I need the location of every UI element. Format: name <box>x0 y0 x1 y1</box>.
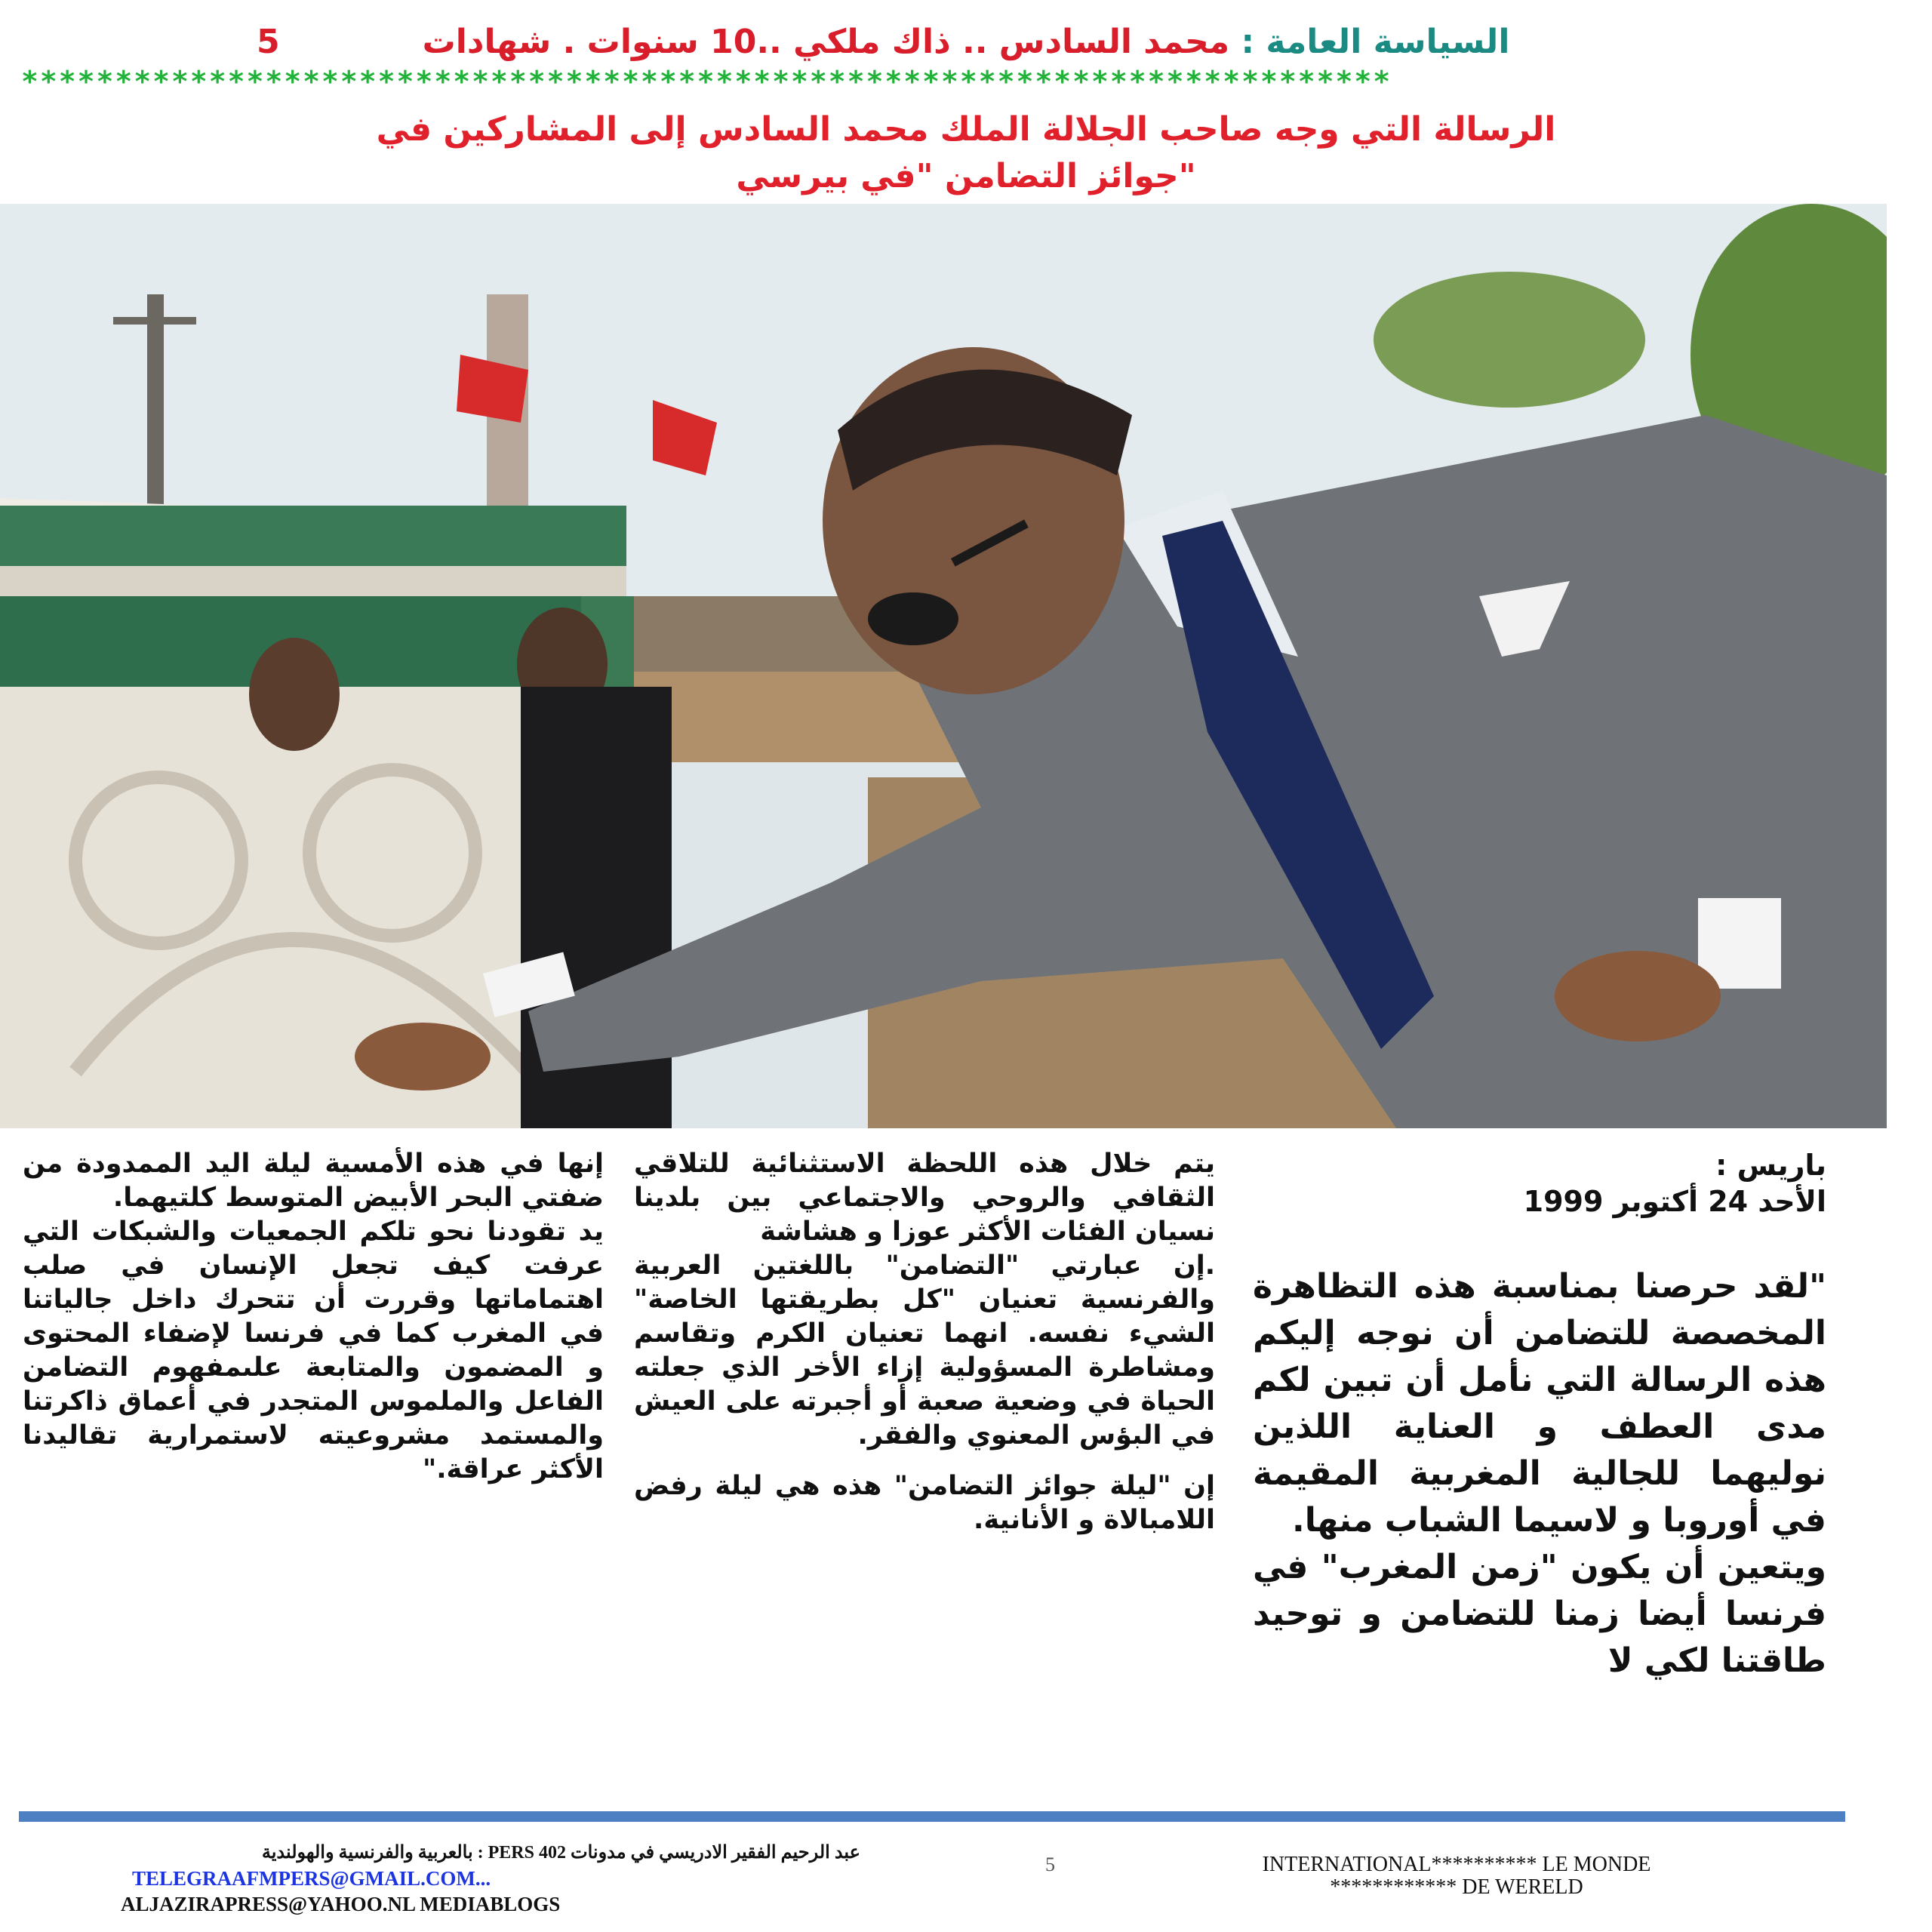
footer-email-mediablogs[interactable]: ALJAZIRAPRESS@YAHOO.NL MEDIABLOGS <box>121 1893 561 1915</box>
footer-page-number: 5 <box>1045 1854 1055 1875</box>
footer-international <box>1155 1854 1758 1899</box>
article-column-right <box>1253 1147 1826 1684</box>
dateline-place: باريس : <box>1715 1149 1826 1182</box>
headline-line-2: "جوائز التضامن "في بيرسي <box>736 157 1196 195</box>
footer-author: عبد الرحيم الفقير الادريسي في مدونات PERS 402 : بالعربية والفرنسية والهولندية <box>261 1843 860 1863</box>
section-subtitle: محمد السادس .. ذاك ملكي ..10 سنوات . شهادات <box>422 23 1230 61</box>
footer-rule <box>19 1811 1845 1822</box>
article-column-middle <box>634 1147 1215 1537</box>
body-paragraph: يد تقودنا نحو تلكم الجمعيات والشبكات التي عرفت كيف تجعل الإنسان في صلب اهتماماتها وقررت أن تتحرك داخل جالياتنا في المغرب كما في فرنسا لإضفاء المحتوى و المضمون والمتابعة علىمفهوم التضامن الفاعل والملموس المتجدر في أعماق ذاكرتنا والمستمد مشروعيته لاستمرارية تقاليدنا الأكثر عراقة." <box>23 1217 604 1484</box>
body-paragraph: إن "ليلة جوائز التضامن" هذه هي ليلة رفض اللامبالاة و الأنانية. <box>634 1471 1215 1535</box>
article-column-left <box>23 1147 604 1487</box>
section-title <box>0 23 1932 61</box>
page-number-top: 5 <box>257 23 280 61</box>
body-paragraph: يتم خلال هذه اللحظة الاستثنائية للتلاقي الثقافي والروحي والاجتماعي بين بلدينا نسيان الفئات الأكثر عوزا و هشاشة <box>634 1149 1215 1247</box>
section-title-label: السياسة العامة : <box>1241 23 1510 61</box>
footer-international-line-1: INTERNATIONAL********** LE MONDE <box>1262 1853 1651 1876</box>
body-paragraph: "لقد حرصنا بمناسبة هذه التظاهرة المخصصة للتضامن أن نوجه إليكم هذه الرسالة التي نأمل أن تبين لكم مدى العطف و العناية اللذين نوليهما للجالية المغربية المقيمة في أوروبا و لاسيما الشباب منها. <box>1253 1267 1826 1540</box>
body-paragraph: إنها في هذه الأمسية ليلة اليد الممدودة من ضفتي البحر الأبيض المتوسط كلتيهما. <box>23 1149 604 1213</box>
body-paragraph: .إن عبارتي "التضامن" باللغتين العربية والفرنسية تعنيان "كل بطريقتها الخاصة" الشيء نفسه. انهما تعنيان الكرم وتقاسم ومشاطرة المسؤولية إزاء الأخر الذي جعلته الحياة في وضعية صعبة أو أجبرته على العيش في البؤس المعنوي والفقر. <box>634 1251 1215 1451</box>
photo-king-touching-monument <box>0 204 1887 1128</box>
footer-email-link[interactable]: TELEGRAAFMPERS@GMAIL.COM... <box>132 1867 491 1890</box>
body-paragraph: ويتعين أن يكون "زمن المغرب" في فرنسا أيضا زمنا للتضامن و توحيد طاقتنا لكي لا <box>1253 1548 1826 1680</box>
dateline-date: الأحد 24 أكتوبر 1999 <box>1523 1185 1826 1218</box>
footer-international-line-2: ************ DE WERELD <box>1330 1875 1583 1899</box>
headline-line-1: الرسالة التي وجه صاحب الجلالة الملك محمد السادس إلى المشاركين في <box>376 110 1556 149</box>
stars-divider: ************************************************************************* <box>21 65 1392 98</box>
